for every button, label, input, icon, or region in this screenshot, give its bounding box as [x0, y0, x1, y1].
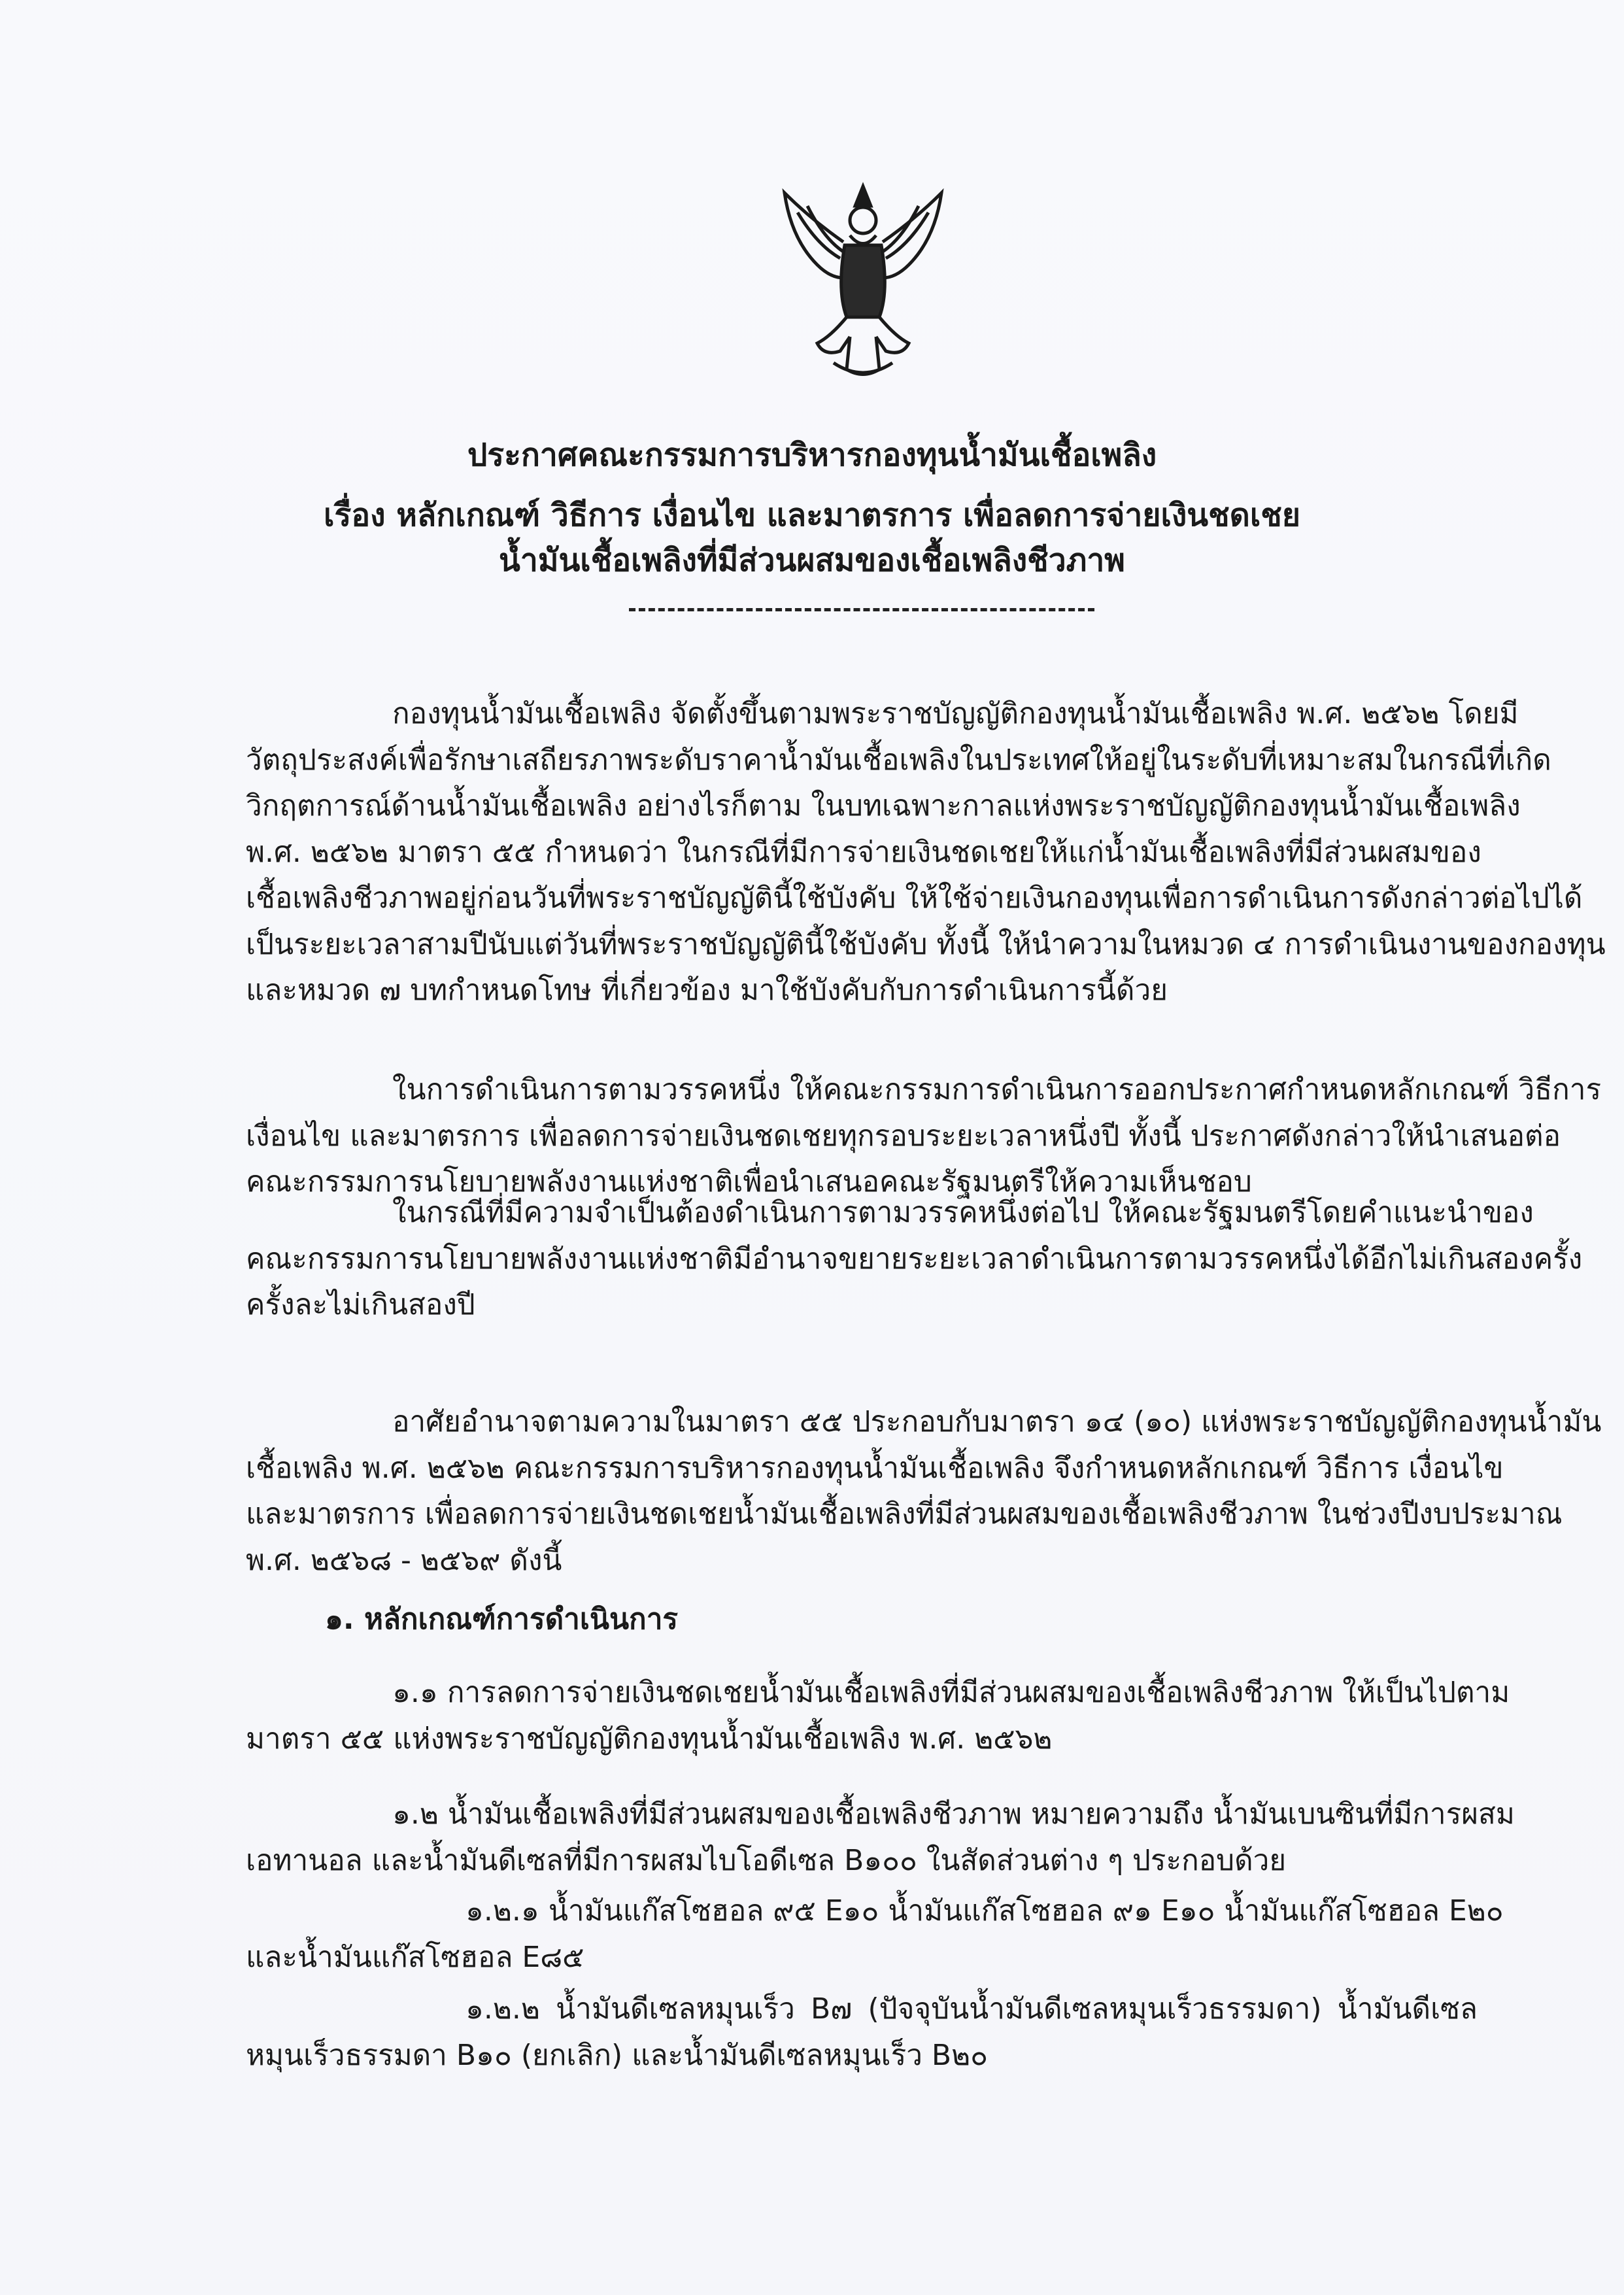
text-line: กองทุนน้ำมันเชื้อเพลิง จัดตั้งขึ้นตามพระราชบัญญัติกองทุนน้ำมันเชื้อเพลิง พ.ศ. ๒๕๖๒ โดยมี — [392, 697, 1519, 730]
paragraph-4 — [246, 1399, 1602, 1584]
text-line: เชื้อเพลิง พ.ศ. ๒๕๖๒ คณะกรรมการบริหารกองทุนน้ำมันเชื้อเพลิง จึงกำหนดหลักเกณฑ์ วิธีการ เงื่อนไข — [246, 1451, 1504, 1485]
title-line-2: เรื่อง หลักเกณฑ์ วิธีการ เงื่อนไข และมาตรการ เพื่อลดการจ่ายเงินชดเชย — [324, 497, 1300, 534]
text-line: วิกฤตการณ์ด้านน้ำมันเชื้อเพลิง อย่างไรก็ตาม ในบทเฉพาะกาลแห่งพระราชบัญญัติกองทุนน้ำมันเชื้อเพลิง — [246, 789, 1521, 823]
text-line: หมุนเร็วธรรมดา B๑๐ (ยกเลิก) และน้ำมันดีเซลหมุนเร็ว B๒๐ — [246, 2038, 988, 2072]
text-line: เป็นระยะเวลาสามปีนับแต่วันที่พระราชบัญญัตินี้ใช้บังคับ ทั้งนี้ ให้นำความในหมวด ๔ การดำเนินงานของกองทุน — [246, 927, 1606, 961]
text-line: คณะกรรมการนโยบายพลังงานแห่งชาติมีอำนาจขยายระยะเวลาดำเนินการตามวรรคหนึ่งได้อีกไม่เกินสองครั้ง — [246, 1242, 1583, 1276]
text-line: ในการดำเนินการตามวรรคหนึ่ง ให้คณะกรรมการดำเนินการออกประกาศกำหนดหลักเกณฑ์ วิธีการ — [392, 1073, 1602, 1106]
paragraph-1 — [246, 691, 1606, 1014]
text-line: ๑.๑ การลดการจ่ายเงินชดเชยน้ำมันเชื้อเพลิงที่มีส่วนผสมของเชื้อเพลิงชีวภาพ ให้เป็นไปตาม — [392, 1676, 1510, 1709]
clause-1-2 — [246, 1792, 1515, 1884]
text-line: พ.ศ. ๒๕๖๒ มาตรา ๕๕ กำหนดว่า ในกรณีที่มีการจ่ายเงินชดเชยให้แก่น้ำมันเชื้อเพลิงที่มีส่วนผสมของ — [246, 835, 1481, 869]
garuda-emblem-icon — [771, 180, 955, 386]
clause-1-2-2 — [246, 1986, 1478, 2079]
text-line: ๑.๒.๒ น้ำมันดีเซลหมุนเร็ว B๗ (ปัจจุบันน้ำมันดีเซลหมุนเร็วธรรมดา) น้ำมันดีเซล — [465, 1992, 1478, 2026]
text-line: ๑.๒ น้ำมันเชื้อเพลิงที่มีส่วนผสมของเชื้อเพลิงชีวภาพ หมายความถึง น้ำมันเบนซินที่มีการผสม — [392, 1797, 1515, 1831]
clause-1-2-1 — [246, 1888, 1504, 1980]
text-line: และน้ำมันแก๊สโซฮอล E๘๕ — [246, 1940, 584, 1974]
text-line: วัตถุประสงค์เพื่อรักษาเสถียรภาพระดับราคาน้ำมันเชื้อเพลิงในประเทศให้อยู่ในระดับที่เหมาะสมในกรณีที่เกิด — [246, 743, 1551, 777]
clause-1-1 — [246, 1670, 1510, 1762]
text-line: เงื่อนไข และมาตรการ เพื่อลดการจ่ายเงินชดเชยทุกรอบระยะเวลาหนึ่งปี ทั้งนี้ ประกาศดังกล่าวให้นำเสนอต่อ — [246, 1119, 1561, 1153]
title-line-1: ประกาศคณะกรรมการบริหารกองทุนน้ำมันเชื้อเพลิง — [467, 437, 1157, 473]
text-line: เชื้อเพลิงชีวภาพอยู่ก่อนวันที่พระราชบัญญัตินี้ใช้บังคับ ให้ใช้จ่ายเงินกองทุนเพื่อการดำเนินการดังกล่าวต่อไปได้ — [246, 881, 1583, 915]
title-divider — [629, 608, 1094, 611]
text-line: อาศัยอำนาจตามความในมาตรา ๕๕ ประกอบกับมาตรา ๑๔ (๑๐) แห่งพระราชบัญญัติกองทุนน้ำมัน — [392, 1405, 1602, 1438]
text-line: ในกรณีที่มีความจำเป็นต้องดำเนินการตามวรรคหนึ่งต่อไป ให้คณะรัฐมนตรีโดยคำแนะนำของ — [392, 1196, 1534, 1229]
text-line: เอทานอล และน้ำมันดีเซลที่มีการผสมไบโอดีเซล B๑๐๐ ในสัดส่วนต่าง ๆ ประกอบด้วย — [246, 1843, 1287, 1877]
paragraph-3 — [246, 1190, 1583, 1329]
text-line: พ.ศ. ๒๕๖๘ - ๒๕๖๙ ดังนี้ — [246, 1543, 562, 1577]
title-line-3: น้ำมันเชื้อเพลิงที่มีส่วนผสมของเชื้อเพลิงชีวภาพ — [499, 542, 1125, 579]
text-line: และมาตรการ เพื่อลดการจ่ายเงินชดเชยน้ำมันเชื้อเพลิงที่มีส่วนผสมของเชื้อเพลิงชีวภาพ ในช่วงปีงบประมาณ — [246, 1497, 1563, 1531]
text-line: ๑.๒.๑ น้ำมันแก๊สโซฮอล ๙๕ E๑๐ น้ำมันแก๊สโซฮอล ๙๑ E๑๐ น้ำมันแก๊สโซฮอล E๒๐ — [465, 1894, 1504, 1928]
section-heading: ๑. หลักเกณฑ์การดำเนินการ — [325, 1603, 679, 1636]
text-line: และหมวด ๗ บทกำหนดโทษ ที่เกี่ยวข้อง มาใช้บังคับกับการดำเนินการนี้ด้วย — [246, 974, 1168, 1007]
section-1 — [246, 1597, 1478, 1643]
text-line: คณะกรรมการนโยบายพลังงานแห่งชาติเพื่อนำเสนอคณะรัฐมนตรีให้ความเห็นชอบ — [246, 1165, 1252, 1198]
text-line: มาตรา ๕๕ แห่งพระราชบัญญัติกองทุนน้ำมันเชื้อเพลิง พ.ศ. ๒๕๖๒ — [246, 1722, 1053, 1756]
paragraph-2 — [246, 1067, 1602, 1206]
text-line: ครั้งละไม่เกินสองปี — [246, 1288, 475, 1321]
